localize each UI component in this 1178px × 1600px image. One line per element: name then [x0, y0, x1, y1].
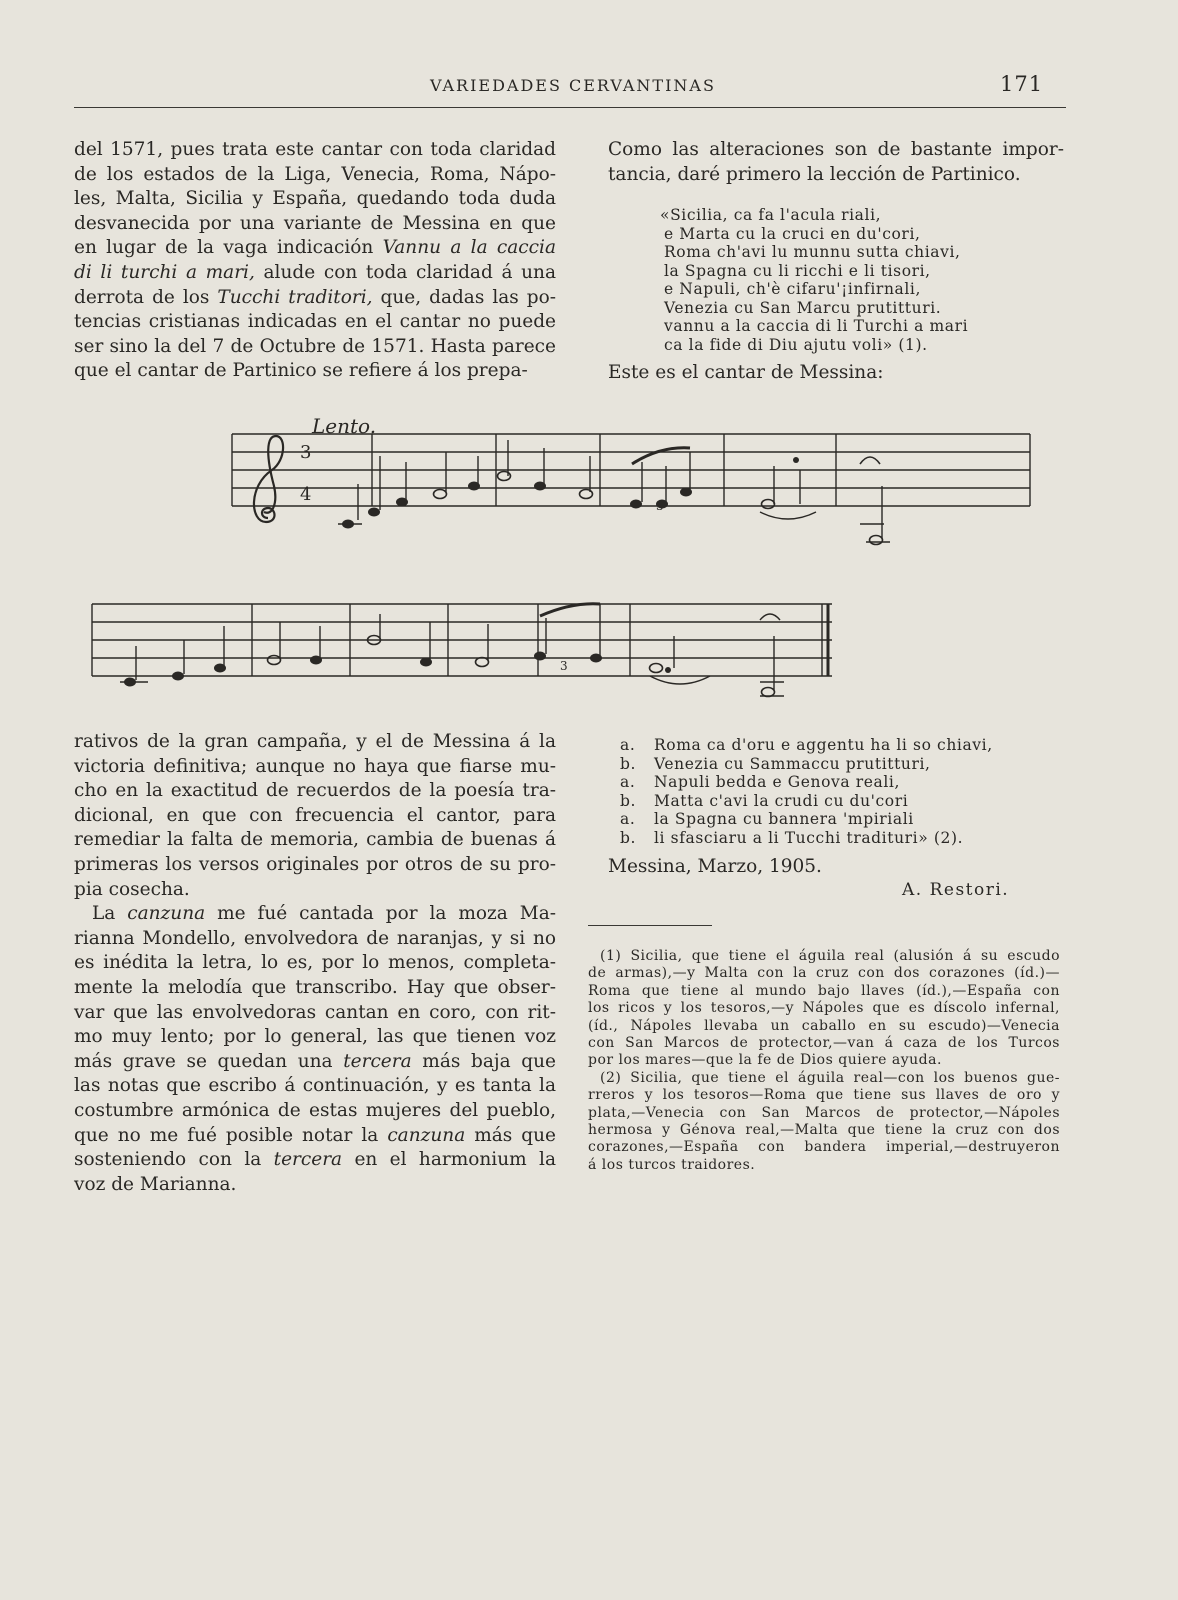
poem-line: Roma ch'avi lu munnu sutta chiavi, [664, 243, 961, 261]
poem-line: e Marta cu la cruci en du'cori, [664, 224, 921, 243]
triplet-mark: 3 [656, 499, 664, 513]
poem-partinico [660, 206, 969, 354]
poem-line [620, 736, 993, 755]
poem-line [620, 810, 993, 829]
text-line: tencias cristianas indicadas en el cantar no puede [74, 311, 556, 333]
right-column-intro [608, 138, 1064, 187]
text-line: remediar la falta de memoria, cambia de buenas á [74, 829, 556, 851]
poem-verse: Napuli bedda e Genova reali, [654, 773, 901, 791]
tempo-marking: Lento. [312, 414, 377, 438]
text-line: ser sino la del 7 de Octubre de 1571. Hasta parece [74, 335, 556, 357]
footnote-line: plata,—Venecia con San Marcos de protector,—Nápoles [588, 1104, 1060, 1121]
text-line: costumbre armónica de estas mujeres del pueblo, [74, 1099, 556, 1121]
page-number: 171 [1000, 72, 1044, 96]
text-line: en lugar de la vaga indicación Vannu a la caccia [74, 237, 556, 259]
text-line: derrota de los Tucchi traditori, que, dadas las po- [74, 286, 557, 308]
poem-line [620, 755, 993, 774]
text-line: de los estados de la Liga, Venecia, Roma, Nápo- [74, 163, 556, 185]
left-column-top [74, 138, 556, 384]
rhyme-letter: a. [620, 773, 636, 791]
poem-line: vannu a la caccia di li Turchi a mari [664, 317, 969, 335]
footnote-line: de armas),—y Malta con la cruz con dos corazones (íd.)— [588, 965, 1060, 982]
text-line: Como las alteraciones son de bastante impor- [608, 139, 1064, 160]
footnote-line: los ricos y los tesoros,—y Nápoles que es díscolo infernal, [588, 1000, 1060, 1017]
text-line: que no me fué posible notar la canzuna más que [74, 1124, 556, 1146]
triplet-mark-2: 3 [560, 659, 568, 673]
music-staff-1 [220, 426, 1040, 546]
messina-intro: Este es el cantar de Messina: [608, 362, 884, 383]
poem-line: «Sicilia, ca fa l'acula riali, [660, 206, 882, 224]
time-signature-bottom: 4 [300, 484, 312, 505]
footnote-line: por los mares—que la fe de Dios quiere ayuda. [588, 1052, 942, 1069]
footnote-line: (íd., Nápoles llevaba un caballo en su escudo)—Venecia [588, 1017, 1060, 1034]
text-line: que el cantar de Partinico se refiere á los prepa- [74, 360, 528, 382]
poem-line [620, 773, 993, 792]
footnote-line: hermosa y Génova real,—Malta que tiene la cruz con dos [588, 1122, 1060, 1139]
running-title: VARIEDADES CERVANTINAS [430, 76, 716, 95]
poem-messina [620, 736, 993, 847]
text-line: La canzuna me fué cantada por la moza Ma- [92, 903, 556, 925]
rhyme-letter: a. [620, 810, 636, 828]
poem-verse: Venezia cu Sammaccu prutitturi, [654, 754, 931, 773]
poem-line [620, 792, 993, 811]
text-line: sosteniendo con la tercera en el harmonium la [74, 1149, 556, 1171]
footnote-line: Roma que tiene al mundo bajo llaves (íd.),—España con [588, 982, 1060, 999]
poem-verse: Matta c'avi la crudi cu du'cori [654, 791, 909, 810]
rhyme-letter: b. [620, 754, 637, 773]
music-staff-2 [84, 596, 860, 704]
footnote-line: rreros y los tesoros—Roma que tiene sus llaves de oro y [588, 1087, 1060, 1104]
text-line: di li turchi a mari, alude con toda claridad á una [74, 261, 556, 283]
text-line: del 1571, pues trata este cantar con toda claridad [74, 139, 556, 160]
signature-author: A. Restori. [902, 880, 1010, 900]
footnote-line: á los turcos traidores. [588, 1156, 756, 1173]
poem-verse: Roma ca d'oru e aggentu ha li so chiavi, [654, 736, 993, 754]
text-line: rianna Mondello, envolvedora de naranjas, y si no [74, 927, 556, 949]
footnotes [588, 948, 1060, 1174]
poem-verse: la Spagna cu bannera 'mpiriali [654, 810, 914, 828]
rhyme-letter: b. [620, 791, 637, 810]
text-line: tancia, daré primero la lección de Partinico. [608, 163, 1021, 185]
rhyme-letter: a. [620, 736, 636, 754]
left-column-bottom [74, 730, 556, 1197]
time-signature-top: 3 [300, 442, 312, 463]
text-line: pia cosecha. [74, 878, 190, 900]
text-line: voz de Marianna. [74, 1173, 237, 1195]
footnote-rule [588, 925, 712, 926]
footnote-line: corazones,—España con bandera imperial,—destruyeron [588, 1139, 1060, 1156]
text-line: mo muy lento; por lo general, las que tienen voz [74, 1026, 556, 1048]
rhyme-letter: b. [620, 828, 637, 847]
text-line: cho en la exactitud de recuerdos de la poesía tra- [74, 780, 556, 802]
footnote-line: con San Marcos de protector,—van á caza de los Turcos [588, 1035, 1060, 1052]
poem-line [620, 829, 993, 848]
poem-line: ca la fide di Diu ajutu voli» (1). [664, 335, 928, 354]
text-line: les, Malta, Sicilia y España, quedando toda duda [74, 188, 556, 210]
text-line: es inédita la letra, lo es, por lo menos, completa- [74, 952, 556, 974]
poem-line: Venezia cu San Marcu prutitturi. [664, 298, 942, 317]
text-line: rativos de la gran campaña, y el de Messina á la [74, 731, 556, 752]
poem-verse: li sfasciaru a li Tucchi tradituri» (2). [654, 828, 964, 847]
text-line: victoria definitiva; aunque no haya que fiarse mu- [74, 755, 556, 777]
signature-place-date: Messina, Marzo, 1905. [608, 856, 822, 877]
poem-line: la Spagna cu li ricchi e li tisori, [664, 261, 931, 280]
footnote-line: (1) Sicilia, que tiene el águila real (alusión á su escudo [600, 948, 1060, 964]
footnote-line: (2) Sicilia, que tiene el águila real—con los buenos gue- [600, 1069, 1060, 1086]
text-line: más grave se quedan una tercera más baja que [74, 1050, 556, 1072]
text-line: desvanecida por una variante de Messina en que [74, 212, 556, 234]
text-line: mente la melodía que transcribo. Hay que obser- [74, 976, 556, 998]
text-line: dicional, en que con frecuencia el cantor, para [74, 804, 556, 826]
text-line: primeras los versos originales por otros de su pro- [74, 853, 556, 875]
text-line: las notas que escribo á continuación, y es tanta la [74, 1075, 556, 1097]
header-rule [74, 107, 1066, 108]
poem-line: e Napuli, ch'è cifaru'¡infirnali, [664, 280, 922, 298]
text-line: var que las envolvedoras cantan en coro, con rit- [74, 1001, 556, 1023]
